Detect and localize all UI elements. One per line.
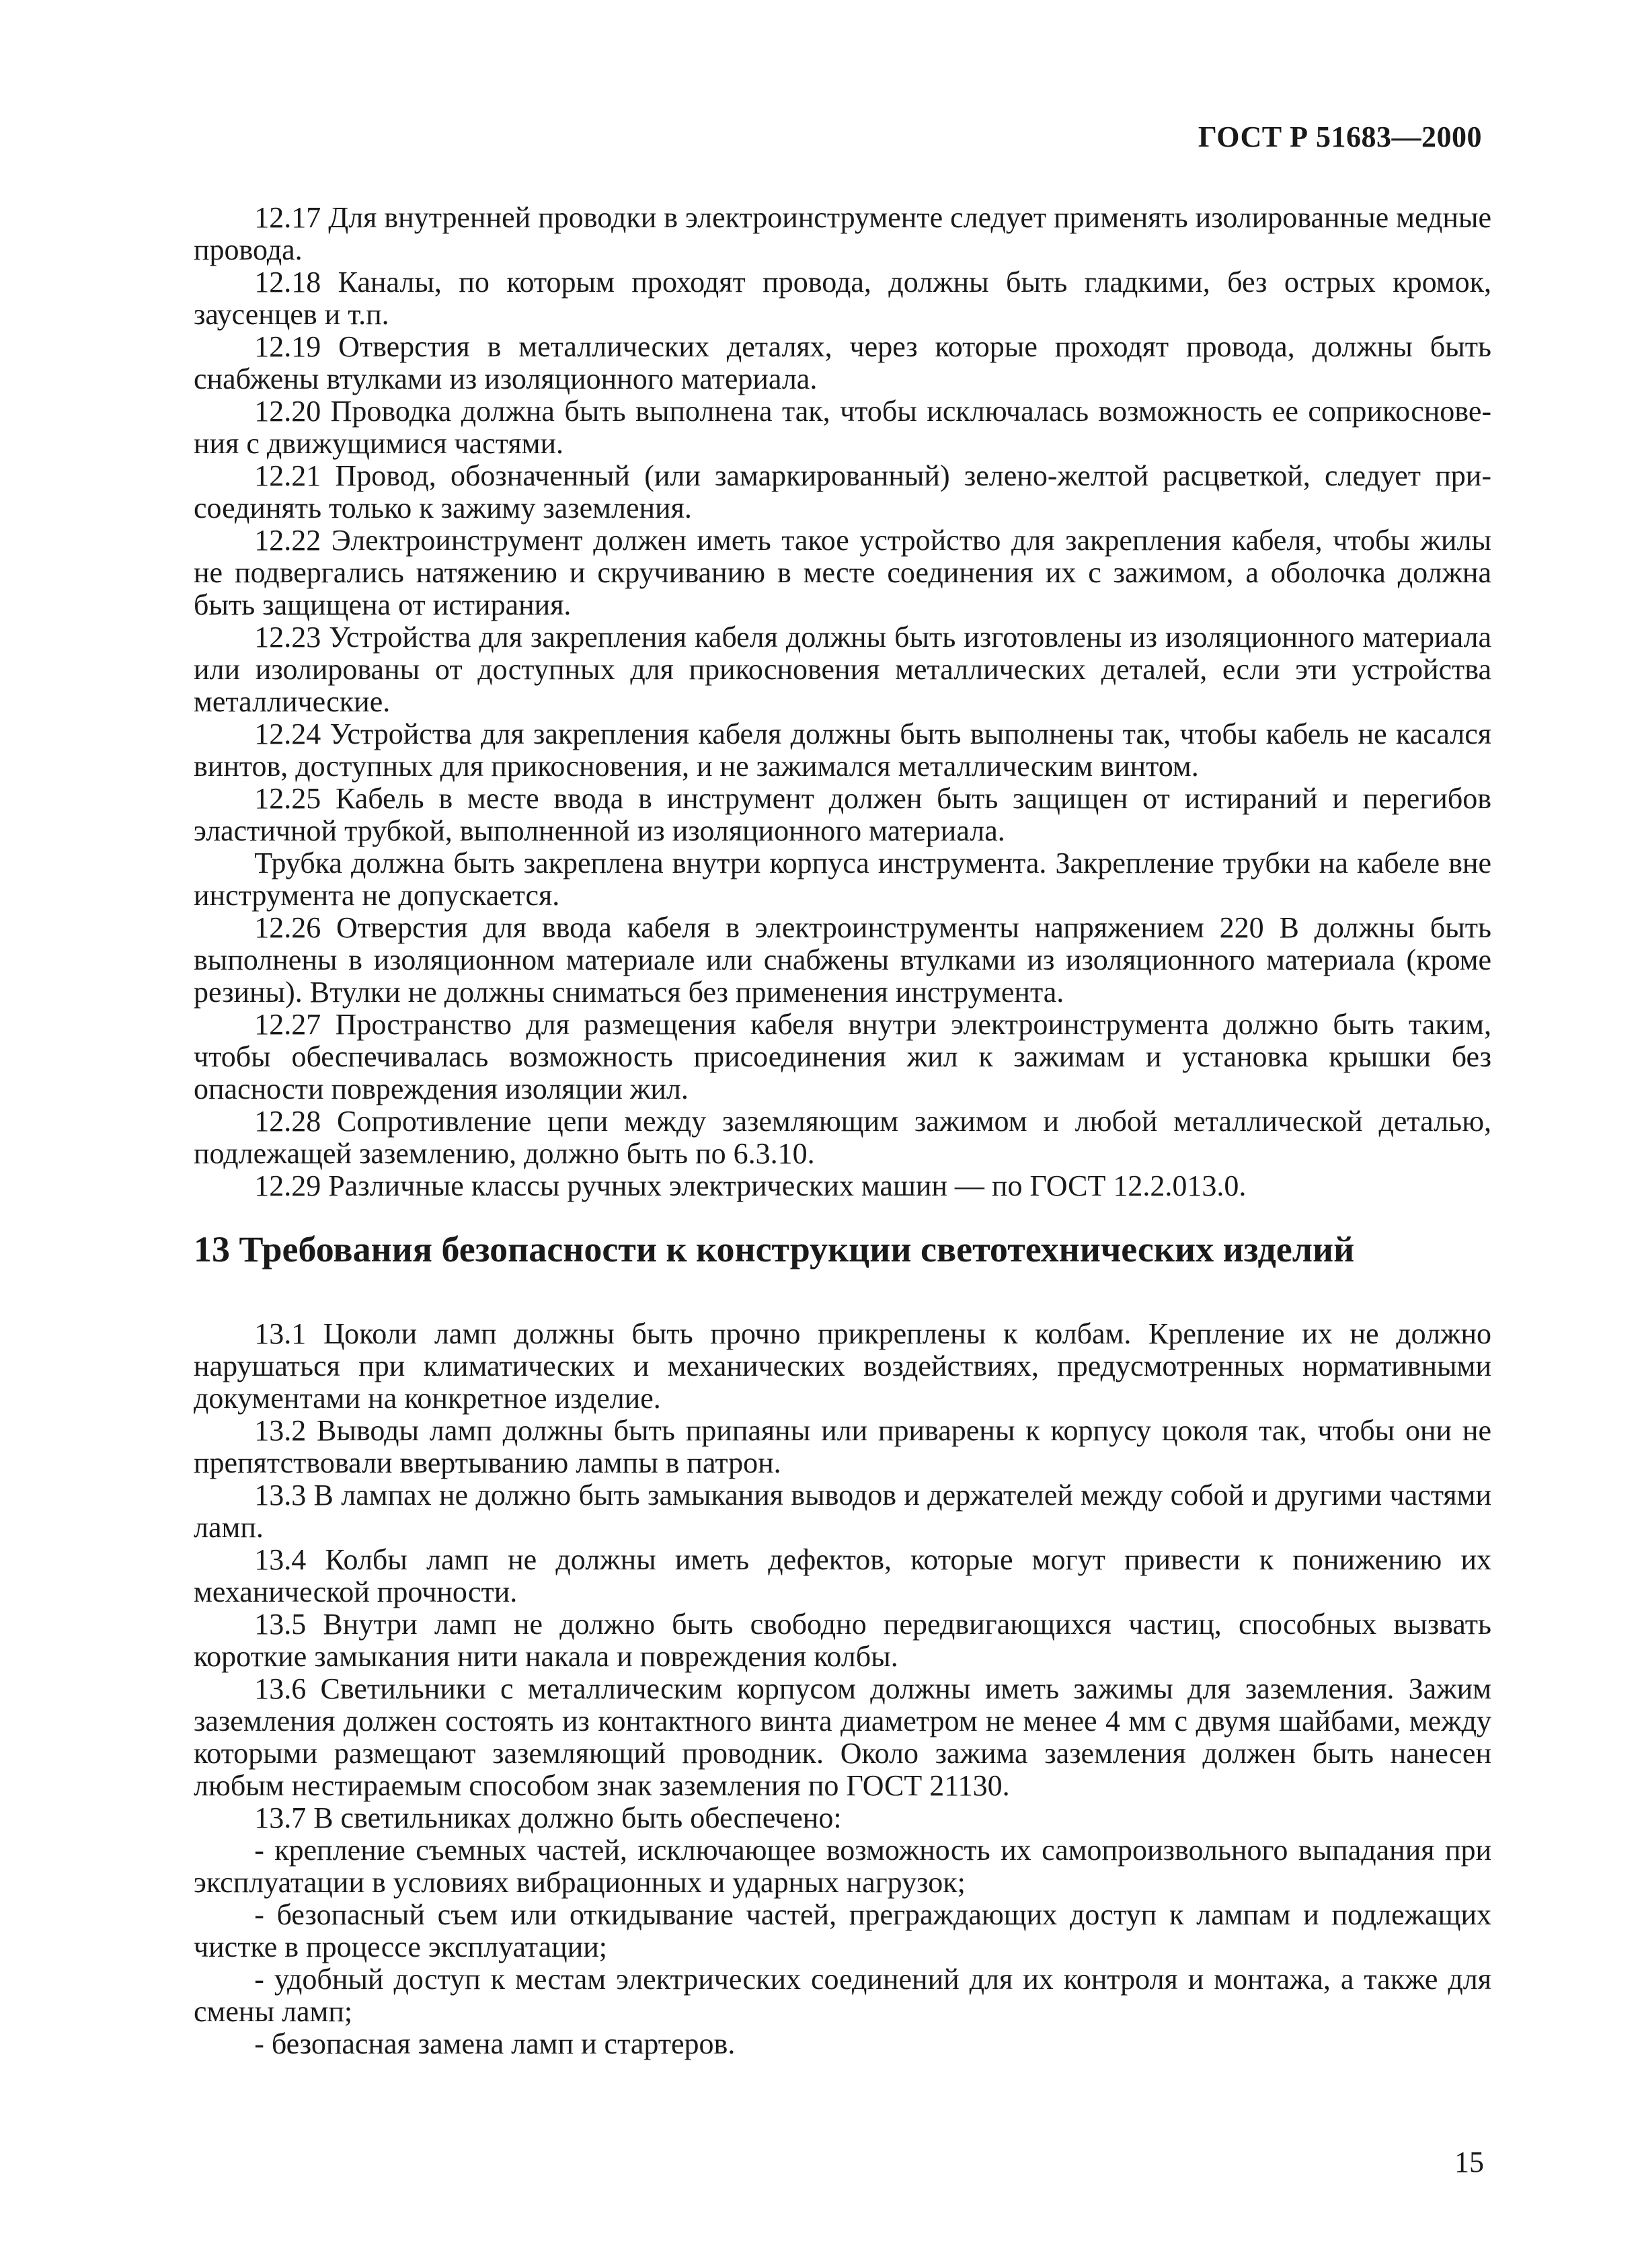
section-13-heading: 13 Требования безопасности к конструкции светотехнических изделий xyxy=(194,1229,1355,1269)
section-12-body xyxy=(194,202,1491,1202)
paragraph-12-24: 12.24 Устройства для закрепления кабеля должны быть выполнены так, чтобы кабель не касался винтов, доступных для прикосновения, и не зажимался металлическим винтом. xyxy=(194,717,1491,783)
section-13-body xyxy=(194,1318,1491,2060)
paragraph-12-28: 12.28 Сопротивление цепи между заземляющим зажимом и любой металлической деталью, подлежащей заземлению, должно быть по 6.3.10. xyxy=(194,1105,1491,1170)
paragraph-13-1: 13.1 Цоколи ламп должны быть прочно прикреплены к колбам. Крепление их не должно нарушаться при климатических и механических воздействиях, предусмотренных нормативными документами на конкретное изделие. xyxy=(194,1317,1491,1415)
page-number: 15 xyxy=(1454,2146,1484,2179)
paragraph-12-29: 12.29 Различные классы ручных электрических машин — по ГОСТ 12.2.013.0. xyxy=(254,1169,1247,1202)
paragraph-12-17: 12.17 Для внутренней проводки в электроинструменте следует применять изолированные медные провода. xyxy=(194,201,1491,266)
paragraph-13-7: 13.7 В светильниках должно быть обеспечено: xyxy=(254,1801,842,1834)
paragraph-13-2: 13.2 Выводы ламп должны быть припаяны или приварены к корпусу цоколя так, чтобы они не препятствовали ввертыванию лампы в патрон. xyxy=(194,1414,1491,1479)
paragraph-12-23: 12.23 Устройства для закрепления кабеля должны быть изготовлены из изоляционного материала или изолированы от доступных для прикосновения металлических деталей, если эти устройства металлические. xyxy=(194,621,1491,718)
list-item: - крепление съемных частей, исключающее возможность их самопроизвольного выпадания при эксплуатации в условиях вибрационных и ударных нагрузок; xyxy=(194,1834,1491,1899)
paragraph-13-3: 13.3 В лампах не должно быть замыкания выводов и держателей между собой и другими частями ламп. xyxy=(194,1479,1491,1544)
list-item: - безопасная замена ламп и стартеров. xyxy=(254,2027,736,2060)
paragraph-13-4: 13.4 Колбы ламп не должны иметь дефектов, которые могут привести к понижению их механической прочности. xyxy=(194,1543,1491,1608)
paragraph-12-20: 12.20 Проводка должна быть выполнена так, чтобы исключалась возможность ее соприкосновения с движущимися частями. xyxy=(194,395,1491,460)
paragraph-12-21: 12.21 Провод, обозначенный (или замаркированный) зелено-желтой расцветкой, следует присоединять только к зажиму заземления. xyxy=(194,459,1491,524)
list-item: - удобный доступ к местам электрических соединений для их контроля и монтажа, а также для смены ламп; xyxy=(194,1963,1491,2028)
list-item: - безопасный съем или откидывание частей, преграждающих доступ к лампам и подлежащих чистке в процессе эксплуатации; xyxy=(194,1898,1491,1963)
paragraph-12-26: 12.26 Отверстия для ввода кабеля в электроинструменты напряжением 220 В должны быть выполнены в изоляционном материале или снабжены втулками из изоляционного материала (кроме резины). Втулки не должны сниматься без применения инструмента. xyxy=(194,911,1491,1009)
paragraph-12-27: 12.27 Пространство для размещения кабеля внутри электроинструмента должно быть таким, чтобы обеспечивалась возможность присоединения жил к зажимам и установка крышки без опасности повреждения изоляции жил. xyxy=(194,1008,1491,1105)
document-header: ГОСТ Р 51683—2000 xyxy=(1198,120,1482,153)
paragraph-12-18: 12.18 Каналы, по которым проходят провода, должны быть гладкими, без острых кромок, заусенцев и т.п. xyxy=(194,266,1491,331)
paragraph-12-22: 12.22 Электроинструмент должен иметь такое устройство для закрепления кабеля, чтобы жилы не подвергались натяжению и скручиванию в месте соединения их с зажимом, а оболочка должна быть защищена от истирания. xyxy=(194,524,1491,621)
paragraph-13-5: 13.5 Внутри ламп не должно быть свободно передвигающихся частиц, способных вызвать короткие замыкания нити накала и повреждения колбы. xyxy=(194,1608,1491,1673)
paragraph-12-19: 12.19 Отверстия в металлических деталях, через которые проходят провода, должны быть снабжены втулками из изоляционного материала. xyxy=(194,330,1491,395)
paragraph-12-25-cont: Трубка должна быть закреплена внутри корпуса инструмента. Закрепление трубки на кабеле вне инструмента не допускается. xyxy=(194,847,1491,912)
paragraph-13-6: 13.6 Светильники с металлическим корпусом должны иметь зажимы для заземления. Зажим заземления должен состоять из контактного винта диаметром не менее 4 мм с двумя шайбами, между которыми размещают заземляющий проводник. Около зажима заземления должен быть нанесен любым нестираемым способом знак заземления по ГОСТ 21130. xyxy=(194,1672,1491,1802)
paragraph-12-25: 12.25 Кабель в месте ввода в инструмент должен быть защищен от истираний и перегибов эластичной трубкой, выполненной из изоляционного материала. xyxy=(194,782,1491,847)
